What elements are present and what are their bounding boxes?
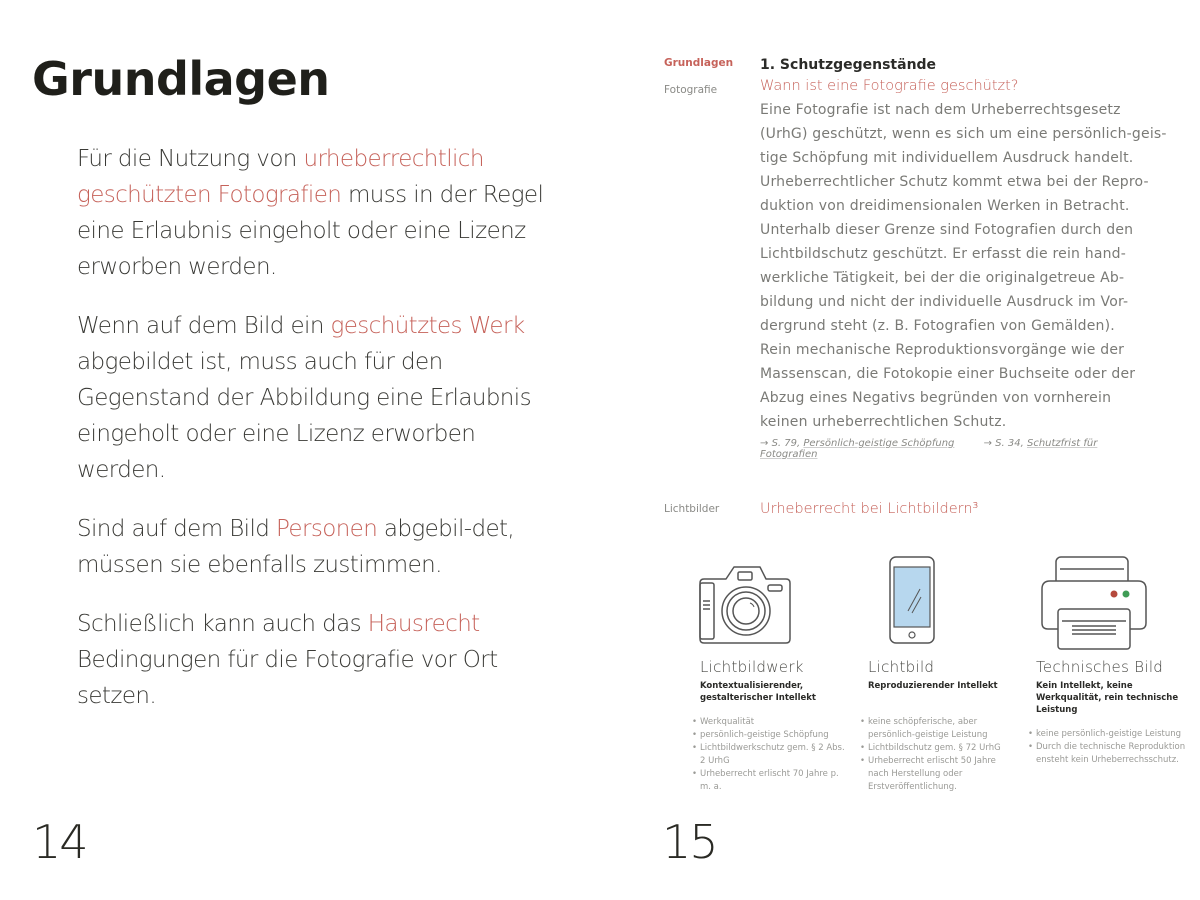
list-item: • Lichtbildwerkschutz gem. § 2 Abs. 2 UrhG (692, 742, 850, 768)
list-item: • keine persönlich-geistige Leistung (1028, 728, 1186, 741)
icons-row (696, 555, 1176, 655)
card-list (868, 716, 1018, 794)
text-segment: Bedingungen für die Fotografie vor Ort setzen. (77, 647, 498, 709)
list-item: • Durch die technische Reproduktion ensteht kein Urheberrechsschutz. (1028, 741, 1186, 767)
cross-references (760, 438, 1180, 460)
paragraph (77, 511, 557, 583)
card-title: Technisches Bild (1036, 658, 1164, 676)
text-segment: Schließlich kann auch das (77, 611, 368, 637)
list-item: • persönlich-geistige Schöpfung (692, 729, 850, 742)
card-title: Lichtbildwerk (700, 658, 804, 676)
lichtbilder-heading: Urheberrecht bei Lichtbildern³ (760, 501, 979, 517)
highlight-term: urheberrechtlich geschützten Fotografien (77, 146, 484, 208)
text-segment: Sind auf dem Bild (77, 516, 276, 542)
margin-label-lichtbilder: Lichtbilder (664, 503, 720, 515)
body-line: tige Schöpfung mit individuellem Ausdruck handelt. (760, 150, 1134, 166)
camera-icon (696, 565, 792, 645)
body-line: Unterhalb dieser Grenze sind Fotografien durch den (760, 222, 1134, 238)
list-item: • keine schöpferische, aber persönlich-geistige Leistung (860, 716, 1018, 742)
paragraph (77, 606, 557, 714)
lichtbilder-section (760, 497, 1180, 521)
text-segment: abgebildet ist, muss auch für den Gegenstand der Abbildung eine Erlaubnis eingeholt oder eine Lizenz erworben werden. (77, 349, 531, 483)
card-list (1036, 728, 1186, 767)
arrow-right-icon: → (760, 438, 769, 449)
text-segment: abgebil-det, müssen sie ebenfalls zustimmen. (77, 516, 515, 578)
section-title: 1. Schutzgegenstände (760, 57, 937, 73)
body-line: Urheberrechtlicher Schutz kommt etwa bei der Repro- (760, 174, 1149, 190)
main-column (760, 56, 1180, 460)
highlight-term: geschütztes Werk (330, 313, 525, 339)
page-title: Grundlagen (32, 52, 330, 106)
card-subtitle: Kein Intellekt, keine Werkqualität, rein technische Leistung (1036, 681, 1179, 715)
ref-page: S. 79, (771, 438, 801, 449)
list-item: • Urheberrecht erlischt 70 Jahre p. m. a. (692, 768, 850, 794)
body-line: (UrhG) geschützt, wenn es sich um eine persönlich-geis- (760, 126, 1167, 142)
margin-label-fotografie: Fotografie (664, 84, 718, 96)
text-segment: muss in der Regel eine Erlaubnis eingeholt oder eine Lizenz erworben werden. (77, 182, 544, 280)
paragraph (77, 141, 557, 285)
highlight-term: Personen (275, 516, 378, 542)
card-lichtbildwerk (700, 658, 850, 794)
cross-reference[interactable] (760, 438, 958, 449)
card-subtitle: Kontextualisierender, gestalterischer Intellekt (700, 681, 816, 703)
ref-page: S. 34, (995, 438, 1024, 449)
body-line: bildung und nicht der individuelle Ausdruck im Vor- (760, 294, 1129, 310)
text-segment: Wenn auf dem Bild ein (77, 313, 331, 339)
body-line: keinen urheberrechtlichen Schutz. (760, 414, 1007, 430)
ref-link[interactable]: Persönlich-geistige Schöpfung (803, 438, 955, 449)
highlight-term: Hausrecht (367, 611, 480, 637)
body-line: dergrund steht (z. B. Fotografien von Gemälden). (760, 318, 1115, 334)
smartphone-icon (888, 555, 938, 647)
margin-label-grundlagen: Grundlagen (664, 57, 734, 69)
arrow-right-icon: → (983, 438, 992, 449)
page-number: 15 (662, 815, 717, 869)
page-number: 14 (32, 815, 87, 869)
body-line: duktion von dreidimensionalen Werken in Betracht. (760, 198, 1130, 214)
ref-link[interactable]: Schutzfrist für Fotografien (760, 438, 1098, 460)
body-line: Massenscan, die Fotokopie einer Buchseite oder der (760, 366, 1136, 382)
list-item: • Urheberrecht erlischt 50 Jahre nach Herstellung oder Erstveröffentlichung. (860, 755, 1018, 794)
right-page (600, 0, 1200, 900)
paragraph (77, 308, 557, 488)
text-segment: Für die Nutzung von (77, 146, 304, 172)
body-line: werkliche Tätigkeit, bei der die originalgetreue Ab- (760, 270, 1125, 286)
body-line: Lichtbildschutz geschützt. Er erfasst die rein hand- (760, 246, 1127, 262)
card-list (700, 716, 850, 794)
list-item: • Lichtbildschutz gem. § 72 UrhG (860, 742, 1018, 755)
body-line: Abzug eines Negativs begründen von vornherein (760, 390, 1112, 406)
card-title: Lichtbild (868, 658, 935, 676)
body-line: Eine Fotografie ist nach dem Urheberrechtsgesetz (760, 102, 1121, 118)
body-text (760, 98, 1180, 434)
card-subtitle: Reproduzierender Intellekt (868, 681, 998, 691)
question-heading: Wann ist eine Fotografie geschützt? (760, 78, 1019, 94)
list-item: • Werkqualität (692, 716, 850, 729)
printer-icon (1038, 555, 1150, 651)
body-line: Rein mechanische Reproduktionsvorgänge wie der (760, 342, 1125, 358)
card-lichtbild (868, 658, 1018, 794)
intro-paragraphs (77, 141, 557, 737)
card-technisches-bild (1036, 658, 1186, 767)
